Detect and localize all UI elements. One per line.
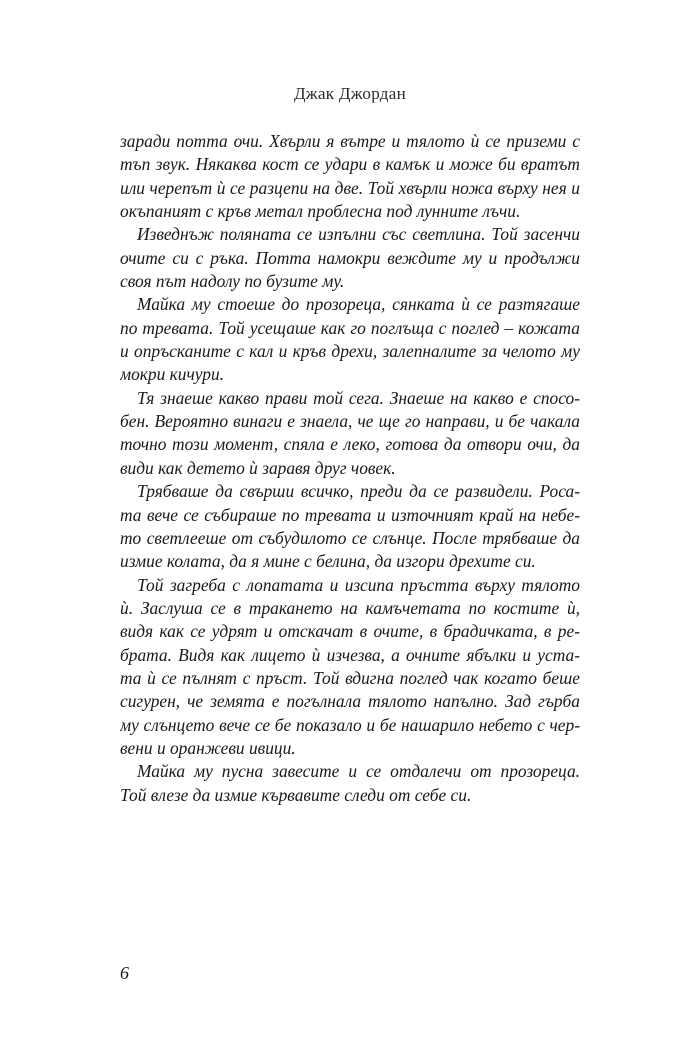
text-line: своя път надолу по бузите му. [120,271,345,292]
text-line: Той загреба с лопатата и изсипа пръстта върху тялото [137,574,580,595]
text-line: сигурен, че земята е погълнала тялото напълно. Зад гърба [120,691,580,712]
text-line: брата. Видя как лицето ѝ изчезва, а очните ябълки и уста- [120,644,580,665]
paragraph [120,223,580,293]
text-line: тъп звук. Някаква кост се удари в камък и може би вратът [120,154,580,175]
text-line: по тревата. Той усещаше как го поглъща с поглед – кожата [120,317,580,338]
text-line: заради потта очи. Хвърли я вътре и тялото ѝ се приземи с [120,131,580,151]
text-line: та вече се събираше по тревата и източният край на небе- [120,504,580,525]
text-line: му слънцето вече се бе показало и бе нашарило небето с чер- [120,714,580,735]
text-line: Изведнъж поляната се изпълни със светлина. Той засенчи [137,224,580,245]
text-line: то светлееше от събудилото се слънце. После трябваше да [120,527,580,548]
text-line: Той влезе да измие кървавите следи от себе си. [120,784,472,805]
text-line: вени и оранжеви ивици. [120,737,296,758]
paragraph [120,130,580,223]
paragraph [120,293,580,386]
page-number: 6 [120,963,129,983]
text-line: очите си с ръка. Потта намокри веждите му и продължи [120,247,580,268]
text-line: бен. Вероятно винаги е знаела, че ще го направи, и бе чакала [120,411,580,432]
text-line: ѝ. Заслуша се в тракането на камъчетата по костите ѝ, [120,597,580,618]
paragraph [120,574,580,761]
text-line: Майка му пусна завесите и се отдалечи от прозореца. [137,761,580,782]
paragraph [120,387,580,480]
text-line: или черепът ѝ се разцепи на две. Той хвърли ножа върху нея и [120,177,580,198]
body-text [120,130,580,807]
text-line: Трябваше да свърши всичко, преди да се развидели. Роса- [137,481,580,502]
running-header-author: Джак Джордан [294,84,406,103]
paragraph [120,480,580,573]
text-line: измие колата, да я мине с белина, да изгори дрехите си. [120,551,536,572]
paragraph [120,760,580,807]
text-line: окъпаният с кръв метал проблесна под лунните лъчи. [120,201,521,222]
text-line: види как детето ѝ заравя друг човек. [120,457,396,478]
text-line: видя как се удрят и отскачат в очите, в брадичката, в ре- [120,621,580,642]
text-line: Майка му стоеше до прозореца, сянката ѝ се разтягаше [137,294,580,315]
text-line: точно този момент, спяла е леко, готова да отвори очи, да [120,434,580,455]
text-line: Тя знаеше какво прави той сега. Знаеше на какво е спосо- [137,387,580,408]
text-line: и опръсканите с кал и кръв дрехи, залепналите за челото му [120,341,580,362]
text-line: та ѝ се пълнят с пръст. Той вдигна поглед чак когато беше [120,667,580,688]
text-line: мокри кичури. [120,364,225,385]
